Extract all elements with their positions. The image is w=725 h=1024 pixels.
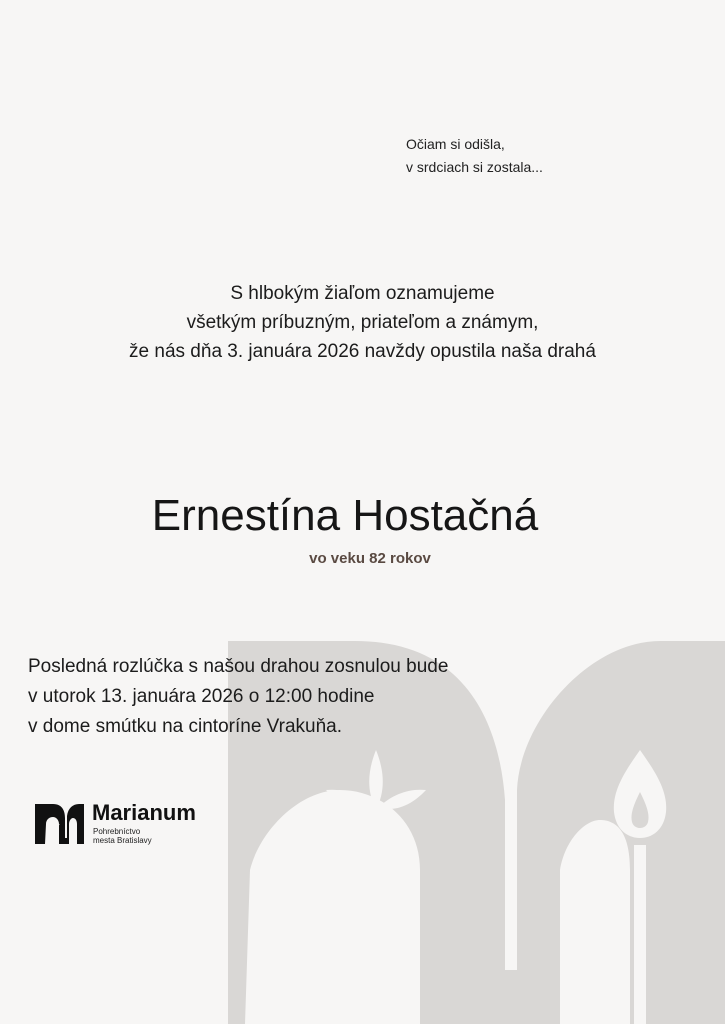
announcement-line-3: že nás dňa 3. januára 2026 navždy opustila naša drahá bbox=[129, 341, 596, 362]
marianum-logo bbox=[33, 800, 233, 850]
deceased-name: Ernestína Hostačná bbox=[151, 491, 539, 540]
announcement bbox=[0, 279, 725, 366]
marianum-logo-icon bbox=[33, 802, 85, 844]
quote bbox=[406, 133, 543, 179]
quote-line-1: Očiam si odišla, bbox=[406, 136, 505, 152]
funeral-line-1: Posledná rozlúčka s našou drahou zosnulou bude bbox=[28, 656, 449, 677]
deceased-age: vo veku 82 rokov bbox=[309, 550, 431, 567]
logo-subtitle bbox=[93, 827, 152, 845]
funeral-info bbox=[28, 652, 448, 742]
logo-subtitle-line-2: mesta Bratislavy bbox=[93, 836, 152, 845]
announcement-line-1: S hlbokým žiaľom oznamujeme bbox=[230, 283, 495, 304]
funeral-line-2: v utorok 13. januára 2026 o 12:00 hodine bbox=[28, 686, 375, 707]
logo-subtitle-line-1: Pohrebníctvo bbox=[93, 827, 141, 836]
quote-line-2: v srdciach si zostala... bbox=[406, 159, 543, 175]
flower-icon bbox=[326, 750, 426, 1024]
announcement-line-2: všetkým príbuzným, priateľom a známym, bbox=[186, 312, 539, 333]
logo-name: Marianum bbox=[92, 800, 196, 825]
funeral-line-3: v dome smútku na cintoríne Vrakuňa. bbox=[28, 716, 343, 737]
